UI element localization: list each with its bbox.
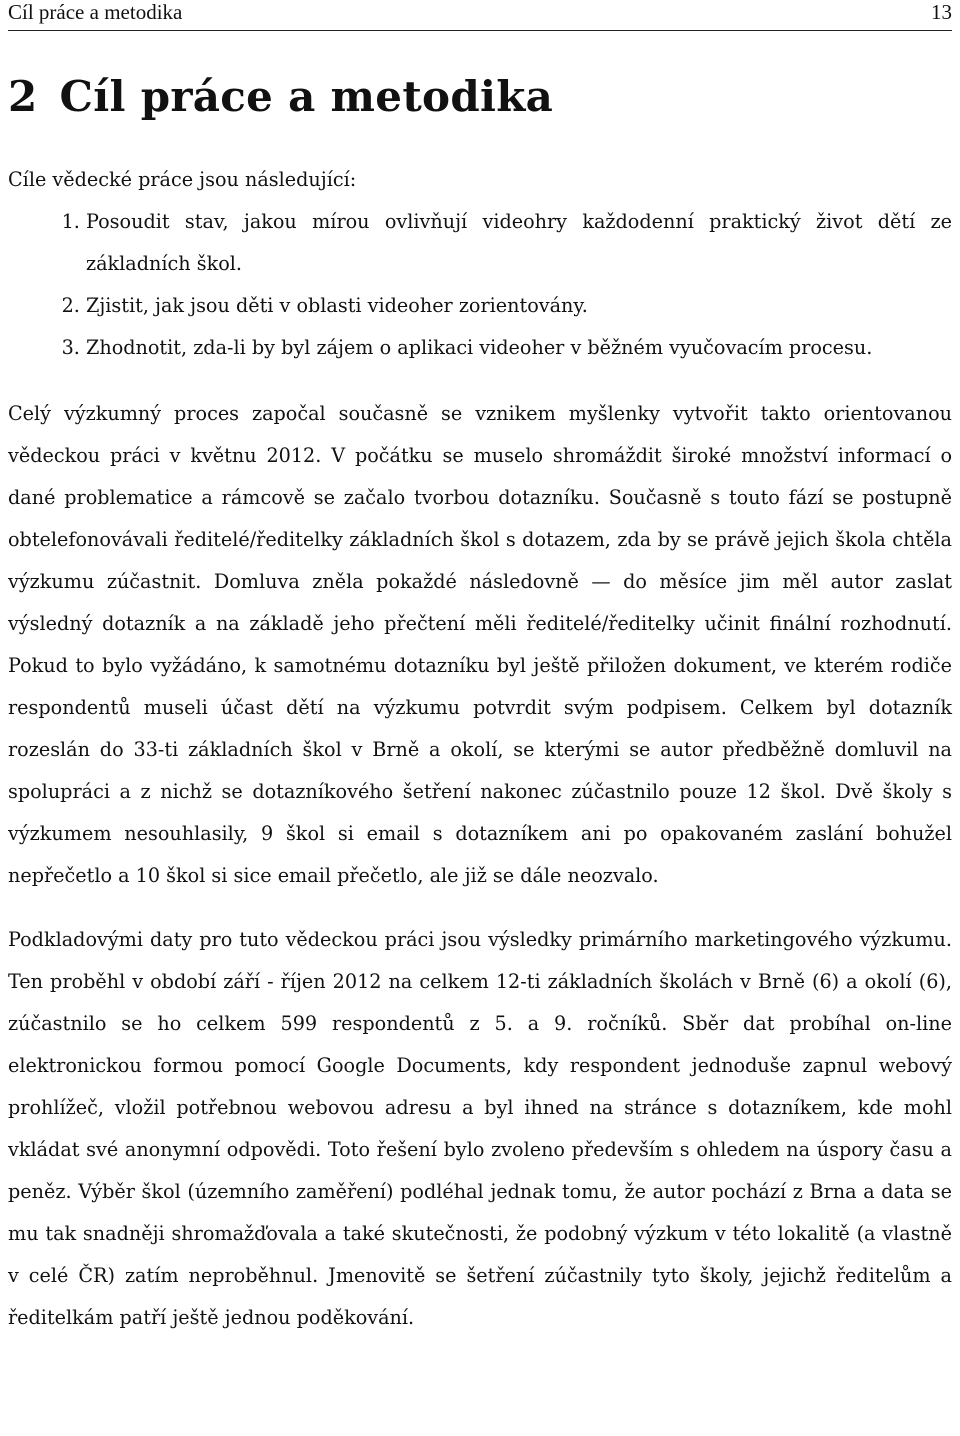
running-header <box>8 0 952 31</box>
list-item: 2. Zjistit, jak jsou děti v oblasti videoher zorientovány. <box>86 285 952 327</box>
intro-text: Cíle vědecké práce jsou následující: <box>8 168 357 191</box>
paragraph-data-source: Podkladovými daty pro tuto vědeckou práci jsou výsledky primárního marketingového výzkumu. Ten proběhl v období září - říjen 2012 na celkem 12-ti základních školách v Brně (6) a okolí (6), zúčastnilo se ho celkem 599 respondentů z 5. a 9. ročníků. Sběr dat probíhal on-line elektronickou formou pomocí Google Documents, kdy respondent jednoduše zapnul webový prohlížeč, vložil potřebnou webovou adresu a byl ihned na stránce s dotazníkem, kde mohl vkládat své anonymní odpovědi. Toto řešení bylo zvoleno především s ohledem na úspory času a peněz. Výběr škol (územního zaměření) podléhal jednak tomu, že autor pochází z Brna a data se mu tak snadněji shromažďovala a také skutečnosti, že podobný výzkum v této lokalitě (a vlastně v celé ČR) zatím neproběhnul. Jmenovitě se šetření zúčastnily tyto školy, jejichž ředitelům a ředitelkám patří ještě jednou poděkování. <box>8 928 952 1329</box>
chapter-title: Cíl práce a metodika <box>59 72 554 121</box>
list-item: 1. Posoudit stav, jakou mírou ovlivňují videohry každodenní praktický život dětí ze základních škol. <box>86 201 952 285</box>
chapter-number: 2 <box>8 72 38 121</box>
chapter-heading <box>8 71 952 123</box>
list-item: 3. Zhodnotit, zda-li by byl zájem o aplikaci videoher v běžném vyučovacím procesu. <box>86 327 952 369</box>
running-title: Cíl práce a metodika <box>8 0 183 24</box>
paragraph-research-process: Celý výzkumný proces započal současně se vznikem myšlenky vytvořit takto orientovanou vědeckou práci v květnu 2012. V počátku se muselo shromáždit široké množství informací o dané problematice a rámcově se začalo tvorbou dotazníku. Současně s touto fází se postupně obtelefonovávali ředitelé/ředitelky základních škol s dotazem, zda by se právě jejich škola chtěla výzkumu zúčastnit. Domluva zněla pokaždé následovně — do měsíce jim měl autor zaslat výsledný dotazník a na základě jeho přečtení měli ředitelé/ředitelky učinit finální rozhodnutí. Pokud to bylo vyžádáno, k samotnému dotazníku byl ještě přiložen dokument, ve kterém rodiče respondentů museli účast dětí na výzkumu potvrdit svým podpisem. Celkem byl dotazník rozeslán do 33-ti základních škol v Brně a okolí, se kterými se autor předběžně domluvil na spolupráci a z nichž se dotazníkového šetření nakonec zúčastnilo pouze 12 škol. Dvě školy s výzkumem nesouhlasily, 9 škol si email s dotazníkem ani po opakovaném zaslání bohužel nepřečetlo a 10 škol si sice email přečetlo, ale již se dále neozvalo. <box>8 402 952 887</box>
page-number: 13 <box>931 0 952 24</box>
goals-list <box>8 201 952 369</box>
